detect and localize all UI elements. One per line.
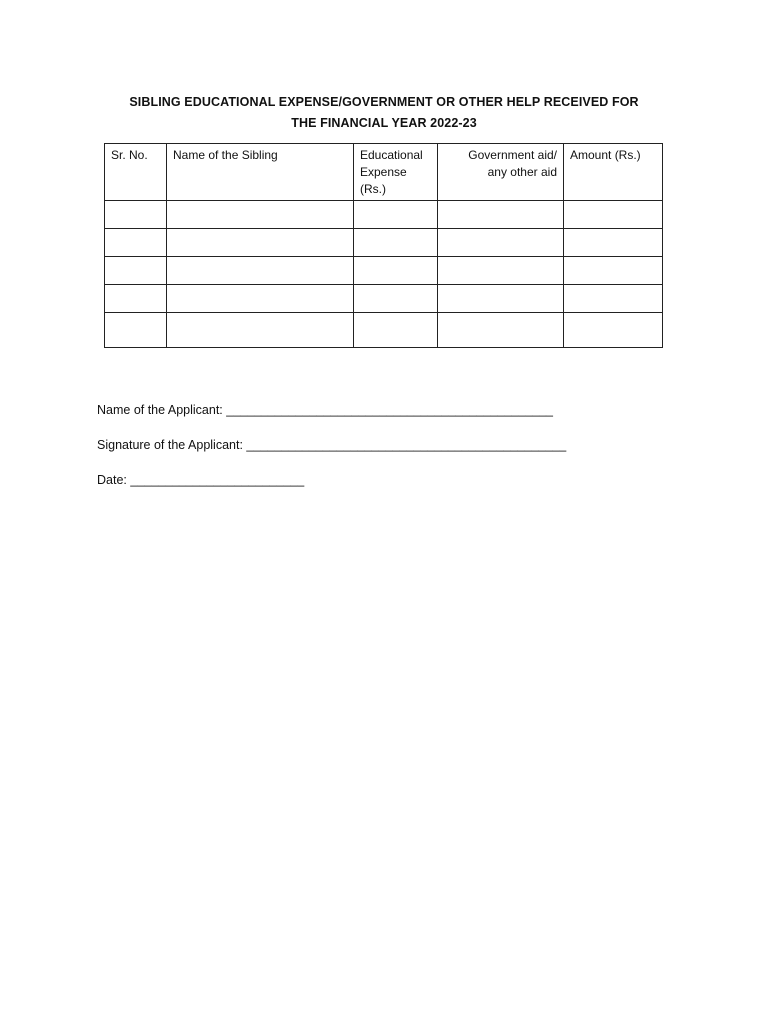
title-line-2: THE FINANCIAL YEAR 2022-23: [291, 116, 477, 130]
signature-field[interactable]: [97, 435, 566, 455]
header-sr-no: Sr. No.: [105, 144, 167, 201]
cell-amount[interactable]: [564, 257, 663, 285]
table-row: [105, 201, 663, 229]
header-amount: Amount (Rs.): [564, 144, 663, 201]
cell-amount[interactable]: [564, 285, 663, 313]
cell-sibling-name[interactable]: [167, 257, 354, 285]
table-row: [105, 313, 663, 348]
cell-sibling-name[interactable]: [167, 285, 354, 313]
header-government-aid: Government aid/ any other aid: [438, 144, 564, 201]
table-row: [105, 285, 663, 313]
cell-sibling-name[interactable]: [167, 201, 354, 229]
applicant-name-blank[interactable]: _______________________________________________: [226, 403, 554, 417]
cell-sr-no[interactable]: [105, 257, 167, 285]
signature-blank[interactable]: ______________________________________________: [246, 438, 567, 452]
applicant-name-field[interactable]: [97, 400, 566, 420]
title-line-1: SIBLING EDUCATIONAL EXPENSE/GOVERNMENT OR OTHER HELP RECEIVED FOR: [129, 95, 639, 109]
cell-sibling-name[interactable]: [167, 229, 354, 257]
applicant-name-label: Name of the Applicant:: [97, 403, 223, 417]
table-header-row: [105, 144, 663, 201]
cell-sr-no[interactable]: [105, 313, 167, 348]
cell-government-aid[interactable]: [438, 285, 564, 313]
cell-educational-expense[interactable]: [354, 285, 438, 313]
cell-government-aid[interactable]: [438, 229, 564, 257]
cell-amount[interactable]: [564, 229, 663, 257]
cell-sr-no[interactable]: [105, 229, 167, 257]
signature-label: Signature of the Applicant:: [97, 438, 243, 452]
cell-educational-expense[interactable]: [354, 201, 438, 229]
cell-sr-no[interactable]: [105, 285, 167, 313]
cell-government-aid[interactable]: [438, 257, 564, 285]
table-row: [105, 257, 663, 285]
cell-sibling-name[interactable]: [167, 313, 354, 348]
sibling-expense-table: [104, 143, 663, 348]
cell-amount[interactable]: [564, 201, 663, 229]
table-row: [105, 229, 663, 257]
header-sibling-name: Name of the Sibling: [167, 144, 354, 201]
cell-government-aid[interactable]: [438, 313, 564, 348]
date-label: Date:: [97, 473, 127, 487]
cell-sr-no[interactable]: [105, 201, 167, 229]
date-blank[interactable]: _________________________: [130, 473, 305, 487]
header-educational-expense: Educational Expense (Rs.): [354, 144, 438, 201]
cell-educational-expense[interactable]: [354, 229, 438, 257]
cell-amount[interactable]: [564, 313, 663, 348]
document-title: [0, 92, 768, 134]
cell-educational-expense[interactable]: [354, 313, 438, 348]
cell-government-aid[interactable]: [438, 201, 564, 229]
applicant-details: [97, 400, 566, 490]
cell-educational-expense[interactable]: [354, 257, 438, 285]
date-field[interactable]: [97, 470, 566, 490]
